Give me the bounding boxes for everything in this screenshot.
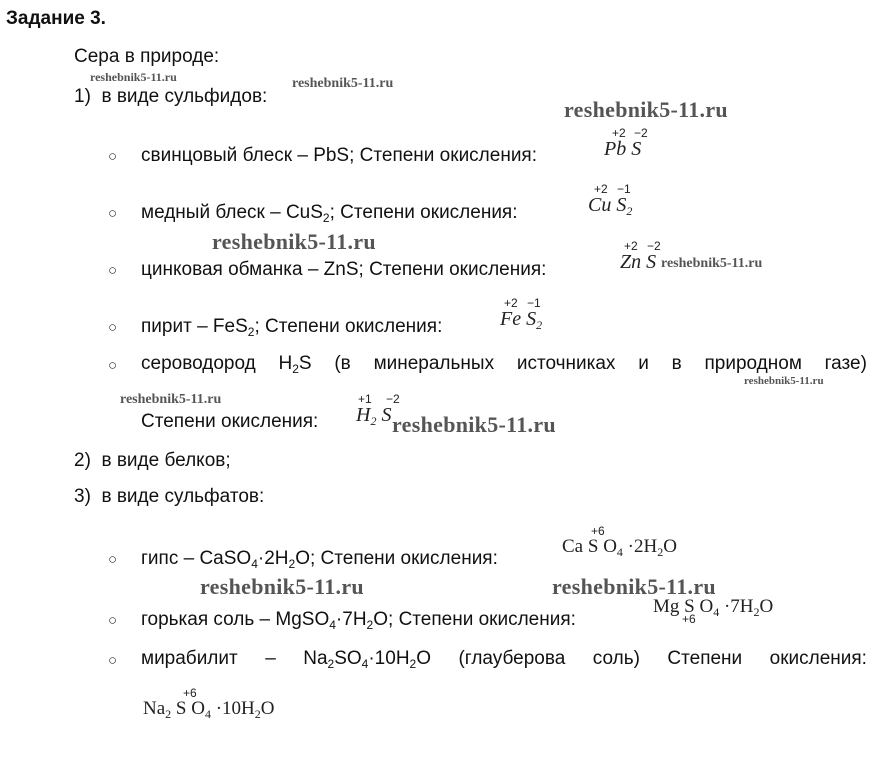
formula-zns: +2 −2 Zn S [620,239,661,273]
sulfide-cus2: медный блеск – CuS$_2$; Степени окисления: [141,202,518,225]
task-title: Задание 3. [6,8,106,29]
bullet-icon: ○ [108,205,118,222]
bullet-icon: ○ [108,357,118,374]
bullet-icon: ○ [108,652,118,669]
bullet-icon: ○ [108,612,118,629]
watermark: reshebnik5-11.ru [744,375,824,387]
watermark: reshebnik5-11.ru [200,574,364,599]
formula-na2so4: +6 $Na_2$ S $O_4 \cdot 10H_2O$ [143,686,275,721]
list-item-1 [74,86,267,108]
sulfate-epsom: горькая соль – $MgSO_4\cdot 7H_2O$; Степени окисления: [141,609,576,632]
bullet-icon: ○ [108,148,118,165]
sulfide-zns: цинковая обманка – ZnS; Степени окисления: [141,259,547,280]
oxidation-state: +2 [612,126,626,140]
list-item-text: в виде сульфидов: [101,86,268,107]
sulfide-pbs: свинцовый блеск – PbS; Степени окисления: [141,145,538,166]
bullet-icon: ○ [108,551,118,568]
watermark: reshebnik5-11.ru [292,76,394,91]
watermark: reshebnik5-11.ru [120,392,222,407]
formula-fes2: +2 −1 Fe $S_2$ [500,296,543,332]
watermark: reshebnik5-11.ru [212,229,376,254]
sulfate-gips: гипс – $CaSO_4\cdot 2H_2O$; Степени окисления: [141,548,498,571]
formula-caso4: +6 Ca S $O_4 \cdot 2H_2O$ [562,524,677,559]
watermark: reshebnik5-11.ru [552,574,716,599]
list-item-2: 2) в виде белков; [74,450,231,471]
sulfide-fes2: пирит – FeS$_2$; Степени окисления: [141,316,443,339]
formula-cus2: +2 −1 Cu $S_2$ [588,182,633,218]
watermark: reshebnik5-11.ru [392,412,556,437]
bullet-icon: ○ [108,262,118,279]
list-item-3: 3) в виде сульфатов: [74,486,265,507]
watermark: reshebnik5-11.ru [661,256,763,271]
oxidation-state: −2 [634,126,648,140]
formula-h2s: +1 −2 $H_2$ S [356,392,400,428]
list-number: 1) [74,86,91,107]
bullet-icon: ○ [108,319,118,336]
intro-text: Сера в природе: [74,46,220,67]
formula-pbs: +2 −2 Pb S [604,126,648,160]
formula-mgso4: +6 Mg S $O_4 \cdot 7H_2O$ [653,596,774,626]
watermark: reshebnik5-11.ru [90,70,177,84]
watermark: reshebnik5-11.ru [564,97,728,122]
h2s-oxidation-label: Степени окисления: [141,411,319,432]
sulfate-mirabilit-line: мирабилит – $Na_2SO_4\cdot 10H_2O$ (глауберова соль) Степени окисления: [141,648,867,671]
sulfide-h2s-line: сероводород $H_2S$ (в минеральных источниках и в природном газе) [141,353,867,376]
